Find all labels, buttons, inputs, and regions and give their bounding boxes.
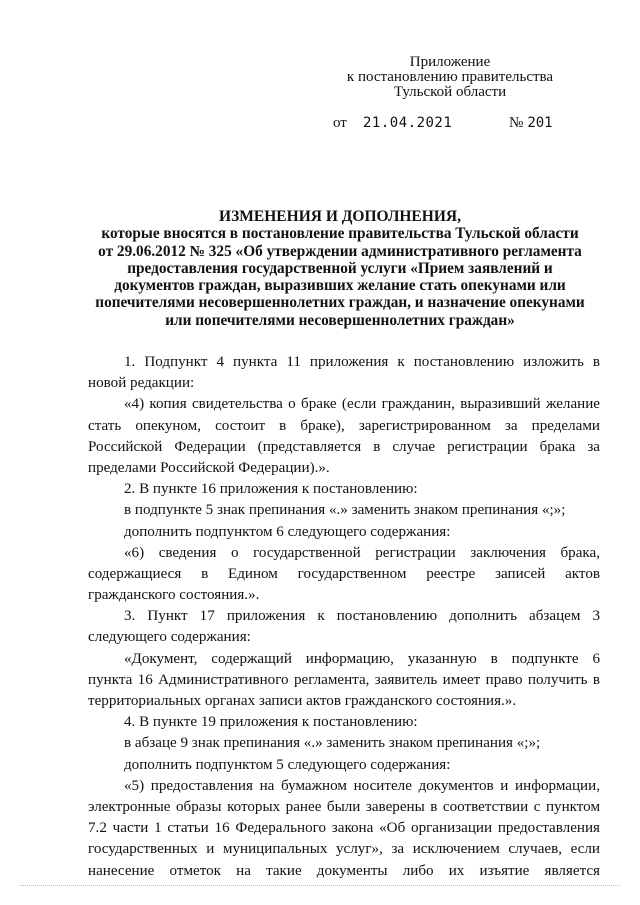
body-line: 1. Подпункт 4 пункта 11 приложения к постановлению изложить в (124, 354, 600, 370)
appendix-line: к постановлению правительства (346, 69, 554, 85)
body-line: 7.2 части 1 статьи 16 Федерального закона «Об организации предоставления (88, 820, 600, 837)
appendix-line: Приложение (409, 54, 491, 70)
body-line: «4) копия свидетельства о браке (если гражданин, выразивший желание (124, 396, 600, 413)
title-line: которые вносятся в постановление правительства Тульской области (101, 225, 579, 243)
body-line: следующего содержания: (88, 629, 251, 646)
scan-artifact-line (20, 885, 620, 888)
body-line: Российской Федерации (представляется в случае регистрации брака за (88, 438, 600, 455)
body-line: государственных и муниципальных услуг», за исключением случаев, если (88, 841, 600, 858)
body-line: электронные образы которых ранее были заверены в соответствии с пунктом (88, 798, 600, 815)
body-line: 2. В пункте 16 приложения к постановлению: (124, 481, 418, 498)
body-line: дополнить подпунктом 5 следующего содержания: (124, 756, 451, 773)
body-line: 4. В пункте 19 приложения к постановлению: (124, 714, 418, 731)
body-line: «5) предоставления на бумажном носителе документов и информации, (124, 777, 600, 794)
body-line: новой редакции: (88, 375, 195, 392)
body-line: пункта 16 Административного регламента, заявитель имеет право получить в (88, 671, 600, 688)
title-line: предоставления государственной услуги «Прием заявлений и (127, 259, 553, 277)
document-number (509, 115, 553, 132)
title-line: документов граждан, выразивших желание стать опекунами или (114, 277, 566, 295)
document-title (80, 208, 600, 329)
body-line: 3. Пункт 17 приложения к постановлению дополнить абзацем 3 (124, 608, 600, 625)
from-label: от (333, 115, 347, 131)
body-line: дополнить подпунктом 6 следующего содержания: (124, 523, 451, 540)
body-line: нанесение отметок на такие документы либо их изъятие является (88, 862, 600, 879)
document-date: 21.04.2021 (363, 115, 453, 131)
document-body (88, 352, 600, 882)
appendix-block (300, 55, 600, 100)
number-label: № (509, 115, 524, 131)
body-line: стать опекуном, состоит в браке), зарегистрированном за пределами (88, 417, 600, 434)
title-line: или попечителями несовершеннолетних граждан» (165, 311, 515, 329)
title-line: попечителями несовершеннолетних граждан, и назначение опекунами (95, 294, 585, 312)
body-line: в абзаце 9 знак препинания «.» заменить знаком препинания «;»; (124, 735, 541, 752)
body-line: пределами Российской Федерации).». (88, 459, 330, 476)
body-line: гражданского состояния.». (88, 587, 260, 604)
body-line: в подпункте 5 знак препинания «.» заменить знаком препинания «;»; (124, 502, 566, 519)
title-line: от 29.06.2012 № 325 «Об утверждении административного регламента (98, 242, 582, 260)
number-value: 201 (527, 115, 553, 131)
body-line: территориальных органах записи актов гражданского состояния.». (88, 693, 517, 709)
appendix-line: Тульской области (393, 84, 507, 100)
body-line: «Документ, содержащий информацию, указанную в подпункте 6 (124, 650, 600, 667)
body-line: содержащиеся в Едином государственном реестре записей актов (88, 565, 600, 582)
body-line: «6) сведения о государственной регистрации заключения брака, (124, 544, 600, 561)
title-heading: ИЗМЕНЕНИЯ И ДОПОЛНЕНИЯ, (219, 208, 461, 225)
